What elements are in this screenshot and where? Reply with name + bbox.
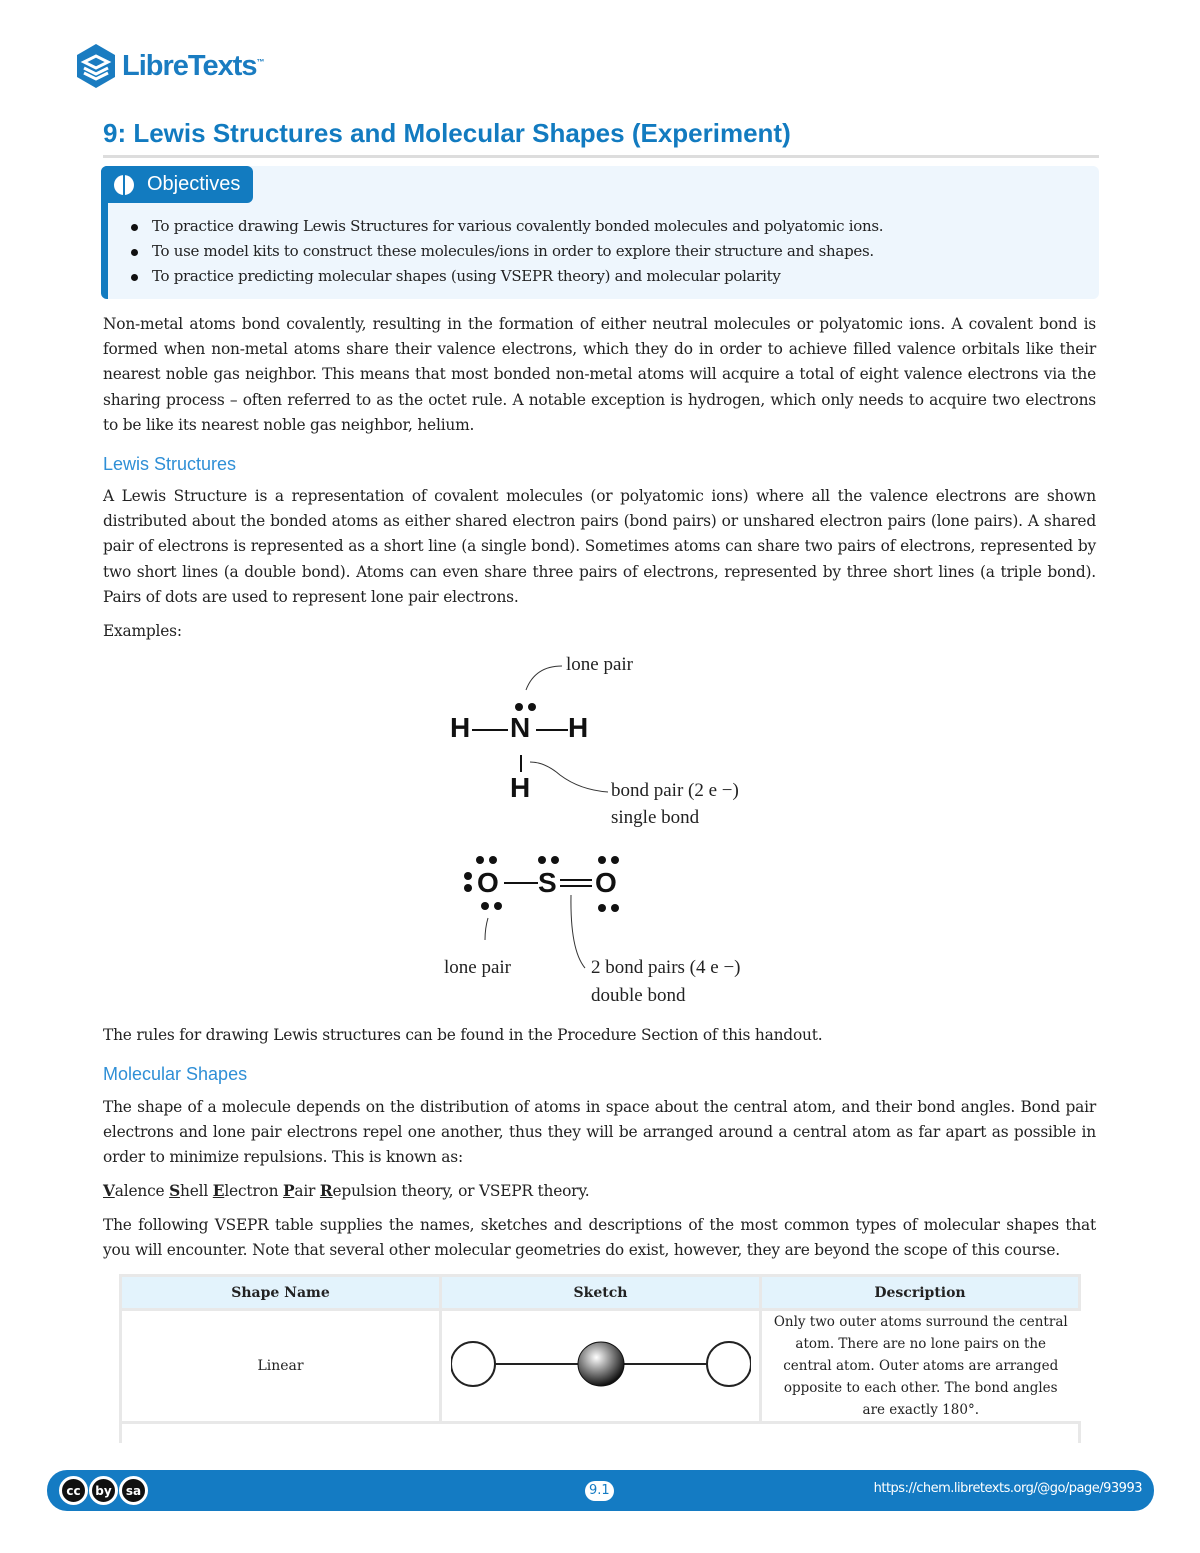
label-single-bond: single bond [611,807,700,828]
footer-bar [47,1470,1154,1511]
label-double-bond: double bond [591,985,686,1006]
vsepr-definition: Valence Shell Electron Pair Repulsion theory, or VSEPR theory. [103,1182,590,1200]
label-bond-pairs: 2 bond pairs (4 e −) [591,957,741,978]
shape-sketch [441,1310,761,1423]
atom-n: N [510,712,531,743]
logo-text: LibreTexts [122,49,257,82]
libretexts-logo[interactable] [74,42,264,90]
intro-paragraph: Non-metal atoms bond covalently, resulting in the formation of either neutral molecules or polyatomic ions. A covalent bond is formed when non-metal atoms share their valence electrons, which they do in order to achieve filled valence orbitals like their nearest noble gas neighbor. This means that most bonded non-metal atoms will acquire a total of eight valence electrons via the sharing process – often referred to as the octet rule. A notable exception is hydrogen, which only needs to acquire two electrons to be like its nearest noble gas neighbor, helium. [103,315,1096,434]
shape-description: Only two outer atoms surround the central atom. There are no lone pairs on the central atom. Outer atoms are arranged opposite to each other. The bond angles are exactly 180°. [773,1314,1068,1418]
lewis-paragraph: A Lewis Structure is a representation of covalent molecules (or polyatomic ions) where all the valence electrons are shown distributed about the bonded atoms as either shared electron pairs (bond pairs) or unshared electron pairs (lone pairs). A shared pair of electrons is represented as a short line (a single bond). Sometimes atoms can share two pairs of electrons, represented by two short lines (a double bond). Atoms can even share three pairs of electrons, represented by three short lines (a triple bond). Pairs of dots are used to represent lone pair electrons. [103,487,1096,606]
linear-molecule-sketch [451,1336,751,1392]
logo-icon [74,42,118,90]
page-url-link[interactable]: https://chem.libretexts.org/@go/page/93993 [873,1481,1142,1496]
atom-h: H [568,712,589,743]
vsepr-table [119,1274,1081,1443]
objective-item: To practice drawing Lewis Structures for various covalently bonded molecules and polyatomic ions. [126,214,883,239]
examples-label: Examples: [103,622,182,640]
lewis-diagram-lines [430,650,790,1010]
lewis-heading: Lewis Structures [103,454,237,474]
shapes-heading: Molecular Shapes [103,1064,248,1084]
objective-item: To use model kits to construct these molecules/ions in order to explore their structure and shapes. [126,239,883,264]
label-lone-pair: lone pair [444,957,512,978]
col-header: Shape Name [121,1276,441,1310]
table-intro: The following VSEPR table supplies the names, sketches and descriptions of the most common types of molecular shapes that you will encounter. Note that several other molecular geometries do exist, however, they are beyond the scope of this course. [103,1216,1096,1260]
objectives-heading: Objectives [147,173,241,195]
brain-icon [113,174,135,196]
objectives-header [101,166,253,203]
by-icon[interactable]: by [89,1476,118,1505]
atom-o: O [477,867,499,898]
label-lone-pair: lone pair [566,654,634,675]
shape-name: Linear [121,1310,441,1423]
atom-h: H [510,772,531,803]
atom-h: H [450,712,471,743]
col-header: Description [761,1276,1080,1310]
objective-item: To practice predicting molecular shapes (using VSEPR theory) and molecular polarity [126,264,883,289]
trademark: ™ [256,56,264,66]
sa-icon[interactable]: sa [119,1476,148,1505]
atom-o: O [595,867,617,898]
atom-s: S [538,867,557,898]
cc-icon[interactable]: cc [59,1476,88,1505]
page-number: 9.1 [585,1481,614,1501]
table-row [121,1310,1080,1423]
col-header: Sketch [441,1276,761,1310]
page-title: 9: Lewis Structures and Molecular Shapes (Experiment) [103,118,1099,158]
shapes-paragraph: The shape of a molecule depends on the distribution of atoms in space about the central atom, and their bond angles. Bond pair electrons and lone pair electrons repel one another, thus they will be arranged around a central atom as far apart as possible in order to minimize repulsions. This is known as: [103,1098,1096,1167]
rules-note: The rules for drawing Lewis structures can be found in the Procedure Section of this handout. [103,1026,823,1044]
label-bond-pair: bond pair (2 e −) [611,780,739,801]
